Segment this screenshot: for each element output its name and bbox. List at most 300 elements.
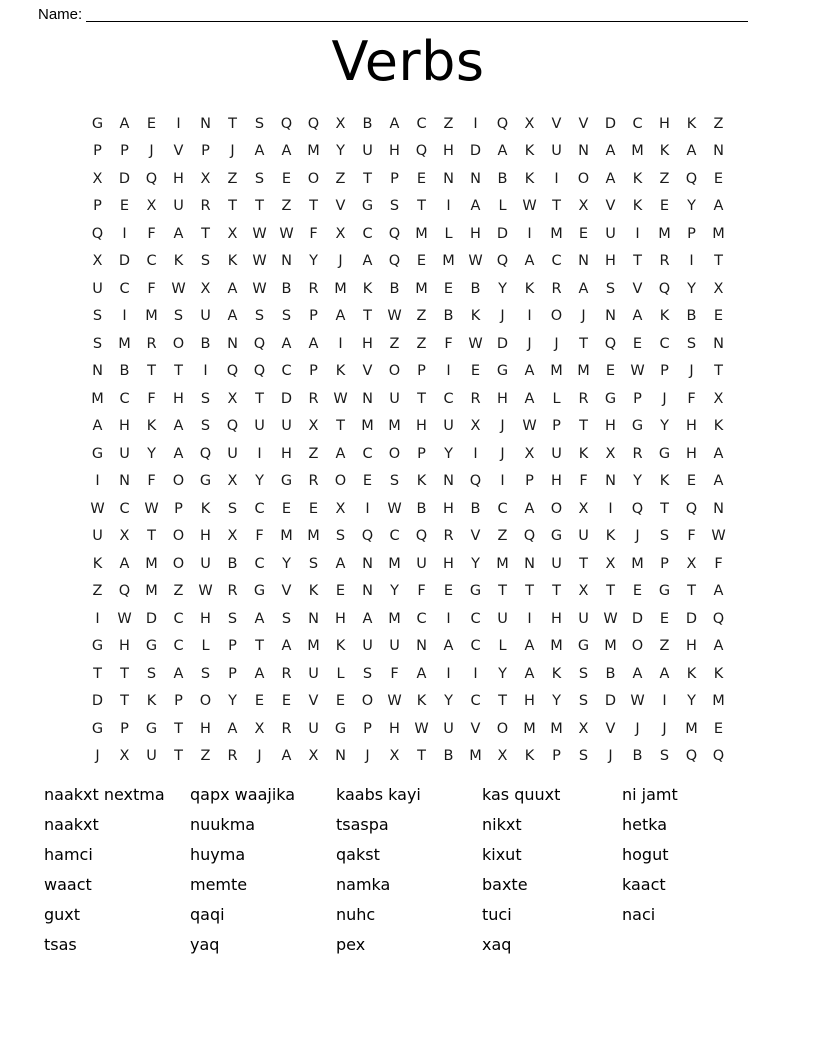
grid-cell[interactable]: C [362,225,373,242]
grid-cell[interactable]: U [92,528,103,545]
grid-cell[interactable]: V [470,720,481,737]
grid-cell[interactable]: P [552,418,561,435]
grid-cell[interactable]: W [711,528,726,545]
grid-cell[interactable]: U [578,528,589,545]
grid-cell[interactable]: O [334,473,347,490]
grid-cell[interactable]: I [473,115,478,132]
grid-cell[interactable]: Z [200,748,211,765]
word-list-item[interactable]: hamci [44,845,93,864]
grid-cell[interactable]: C [416,115,427,132]
grid-cell[interactable]: S [281,308,292,325]
grid-cell[interactable]: C [146,253,157,270]
grid-cell[interactable]: E [632,335,643,352]
grid-cell[interactable]: V [632,280,643,297]
grid-cell[interactable]: S [578,693,589,710]
grid-cell[interactable]: H [659,115,670,132]
grid-cell[interactable]: E [416,253,427,270]
grid-cell[interactable]: I [473,445,478,462]
grid-cell[interactable]: O [550,500,563,517]
grid-cell[interactable]: E [335,693,346,710]
grid-cell[interactable]: E [416,170,427,187]
grid-cell[interactable]: J [689,363,694,380]
grid-cell[interactable]: S [146,665,157,682]
grid-cell[interactable]: X [578,500,589,517]
grid-cell[interactable]: B [200,335,211,352]
grid-cell[interactable]: E [713,308,724,325]
grid-cell[interactable]: I [500,473,505,490]
grid-cell[interactable]: E [308,500,319,517]
grid-cell[interactable]: A [335,555,346,572]
grid-cell[interactable]: P [660,363,669,380]
grid-cell[interactable]: F [579,473,588,490]
grid-cell[interactable]: G [631,418,644,435]
grid-cell[interactable]: Z [659,170,670,187]
grid-cell[interactable]: X [335,115,346,132]
grid-cell[interactable]: Y [633,473,642,490]
grid-cell[interactable]: G [91,445,104,462]
grid-cell[interactable]: C [443,390,454,407]
grid-cell[interactable]: D [118,253,131,270]
grid-cell[interactable]: I [122,225,127,242]
grid-cell[interactable]: I [338,335,343,352]
grid-cell[interactable]: M [118,335,131,352]
grid-cell[interactable]: U [146,748,157,765]
grid-cell[interactable]: T [120,665,129,682]
grid-cell[interactable]: Q [658,280,671,297]
grid-cell[interactable]: J [635,528,640,545]
grid-cell[interactable]: J [500,445,505,462]
grid-cell[interactable]: W [522,198,537,215]
grid-cell[interactable]: W [252,253,267,270]
grid-cell[interactable]: H [497,390,508,407]
grid-cell[interactable]: H [389,143,400,160]
grid-cell[interactable]: P [174,500,183,517]
grid-cell[interactable]: R [578,390,589,407]
grid-cell[interactable]: I [527,308,532,325]
grid-cell[interactable]: Q [388,253,401,270]
grid-cell[interactable]: S [659,528,670,545]
grid-cell[interactable]: K [605,528,616,545]
grid-cell[interactable]: Q [415,528,428,545]
grid-cell[interactable]: S [389,473,400,490]
grid-cell[interactable]: N [524,555,535,572]
grid-cell[interactable]: R [227,748,238,765]
grid-cell[interactable]: I [95,473,100,490]
grid-cell[interactable]: W [171,280,186,297]
grid-cell[interactable]: W [252,225,267,242]
grid-cell[interactable]: Z [443,115,454,132]
grid-cell[interactable]: Y [687,693,696,710]
grid-cell[interactable]: N [578,143,589,160]
grid-cell[interactable]: H [686,445,697,462]
grid-cell[interactable]: T [552,198,561,215]
grid-cell[interactable]: P [687,225,696,242]
grid-cell[interactable]: H [335,610,346,627]
grid-cell[interactable]: M [91,390,104,407]
grid-cell[interactable]: A [632,308,643,325]
grid-cell[interactable]: I [446,198,451,215]
grid-cell[interactable]: E [713,720,724,737]
grid-cell[interactable]: Y [228,693,237,710]
grid-cell[interactable]: N [281,253,292,270]
grid-cell[interactable]: M [469,748,482,765]
grid-cell[interactable]: X [227,225,238,242]
grid-cell[interactable]: U [200,555,211,572]
grid-cell[interactable]: M [388,555,401,572]
grid-cell[interactable]: N [308,610,319,627]
grid-cell[interactable]: K [578,445,589,462]
grid-cell[interactable]: O [631,638,644,655]
grid-cell[interactable]: H [200,528,211,545]
grid-cell[interactable]: A [524,665,535,682]
grid-cell[interactable]: R [632,445,643,462]
grid-cell[interactable]: X [254,720,265,737]
grid-cell[interactable]: Y [282,555,291,572]
grid-cell[interactable]: A [227,308,238,325]
grid-cell[interactable]: A [713,445,724,462]
grid-cell[interactable]: M [307,528,320,545]
grid-cell[interactable]: O [496,720,509,737]
grid-cell[interactable]: T [93,665,102,682]
grid-cell[interactable]: F [417,583,426,600]
grid-cell[interactable]: M [442,253,455,270]
grid-cell[interactable]: W [522,418,537,435]
grid-cell[interactable]: T [633,253,642,270]
grid-cell[interactable]: F [147,473,156,490]
grid-cell[interactable]: K [713,665,724,682]
grid-cell[interactable]: U [362,638,373,655]
grid-cell[interactable]: F [714,555,723,572]
grid-cell[interactable]: X [200,170,211,187]
grid-cell[interactable]: T [174,720,183,737]
grid-cell[interactable]: U [281,418,292,435]
grid-cell[interactable]: D [145,610,158,627]
grid-cell[interactable]: K [713,418,724,435]
grid-cell[interactable]: H [524,693,535,710]
word-list-item[interactable]: naakxt [44,815,99,834]
grid-cell[interactable]: W [603,610,618,627]
grid-cell[interactable]: H [443,143,454,160]
grid-cell[interactable]: S [254,115,265,132]
grid-cell[interactable]: T [579,335,588,352]
grid-cell[interactable]: K [227,253,238,270]
grid-cell[interactable]: K [416,473,427,490]
grid-cell[interactable]: B [632,748,643,765]
grid-cell[interactable]: Q [604,335,617,352]
grid-cell[interactable]: H [551,473,562,490]
grid-cell[interactable]: J [662,720,667,737]
grid-cell[interactable]: H [605,253,616,270]
grid-cell[interactable]: T [336,418,345,435]
grid-cell[interactable]: D [496,335,509,352]
grid-cell[interactable]: M [712,225,725,242]
grid-cell[interactable]: R [470,390,481,407]
grid-cell[interactable]: N [713,143,724,160]
grid-cell[interactable]: Y [336,143,345,160]
grid-cell[interactable]: A [281,638,292,655]
grid-cell[interactable]: F [147,225,156,242]
grid-cell[interactable]: Q [685,170,698,187]
grid-cell[interactable]: A [173,665,184,682]
grid-cell[interactable]: Y [498,665,507,682]
grid-cell[interactable]: Q [307,115,320,132]
grid-cell[interactable]: M [658,225,671,242]
grid-cell[interactable]: N [92,363,103,380]
grid-cell[interactable]: W [387,693,402,710]
grid-cell[interactable]: M [307,638,320,655]
grid-cell[interactable]: R [308,390,319,407]
grid-cell[interactable]: K [146,418,157,435]
grid-cell[interactable]: P [363,720,372,737]
grid-cell[interactable]: R [281,720,292,737]
grid-cell[interactable]: B [497,170,508,187]
grid-cell[interactable]: M [604,638,617,655]
grid-cell[interactable]: R [227,583,238,600]
grid-cell[interactable]: T [714,253,723,270]
grid-cell[interactable]: X [713,280,724,297]
grid-cell[interactable]: A [497,143,508,160]
grid-cell[interactable]: T [714,363,723,380]
grid-cell[interactable]: G [658,445,671,462]
word-list-item[interactable]: pex [336,935,366,954]
grid-cell[interactable]: C [389,528,400,545]
grid-cell[interactable]: X [524,445,535,462]
grid-cell[interactable]: S [200,253,211,270]
grid-cell[interactable]: N [362,583,373,600]
grid-cell[interactable]: Q [253,335,266,352]
grid-cell[interactable]: X [119,748,130,765]
grid-cell[interactable]: V [362,363,373,380]
grid-cell[interactable]: U [578,610,589,627]
grid-cell[interactable]: L [552,390,561,407]
grid-cell[interactable]: Q [199,445,212,462]
grid-cell[interactable]: T [228,115,237,132]
grid-cell[interactable]: Q [685,748,698,765]
grid-cell[interactable]: S [200,418,211,435]
grid-cell[interactable]: A [605,170,616,187]
grid-cell[interactable]: K [686,665,697,682]
grid-cell[interactable]: D [685,610,698,627]
grid-cell[interactable]: U [389,638,400,655]
grid-cell[interactable]: X [146,198,157,215]
grid-cell[interactable]: M [550,720,563,737]
grid-cell[interactable]: A [254,610,265,627]
grid-cell[interactable]: M [712,693,725,710]
grid-cell[interactable]: L [201,638,210,655]
grid-cell[interactable]: L [498,198,507,215]
grid-cell[interactable]: U [200,308,211,325]
grid-cell[interactable]: B [686,308,697,325]
grid-cell[interactable]: R [308,280,319,297]
grid-cell[interactable]: G [145,720,158,737]
grid-cell[interactable]: I [446,665,451,682]
grid-cell[interactable]: M [550,638,563,655]
grid-cell[interactable]: T [255,638,264,655]
grid-cell[interactable]: Z [335,170,346,187]
grid-cell[interactable]: M [145,583,158,600]
grid-cell[interactable]: K [470,308,481,325]
grid-cell[interactable]: K [416,693,427,710]
grid-cell[interactable]: Q [280,115,293,132]
grid-cell[interactable]: B [281,280,292,297]
grid-cell[interactable]: X [686,555,697,572]
grid-cell[interactable]: A [335,308,346,325]
grid-cell[interactable]: C [551,253,562,270]
grid-cell[interactable]: S [92,308,103,325]
grid-cell[interactable]: A [362,610,373,627]
grid-cell[interactable]: A [524,363,535,380]
grid-cell[interactable]: I [527,225,532,242]
grid-cell[interactable]: G [658,583,671,600]
grid-cell[interactable]: A [632,665,643,682]
grid-cell[interactable]: W [414,720,429,737]
grid-cell[interactable]: A [389,115,400,132]
grid-cell[interactable]: A [713,198,724,215]
grid-cell[interactable]: V [605,198,616,215]
grid-cell[interactable]: X [389,748,400,765]
grid-cell[interactable]: U [443,418,454,435]
grid-cell[interactable]: P [228,665,237,682]
grid-cell[interactable]: K [632,170,643,187]
grid-cell[interactable]: T [498,693,507,710]
grid-cell[interactable]: A [713,638,724,655]
word-list-item[interactable]: baxte [482,875,528,894]
grid-cell[interactable]: W [630,693,645,710]
grid-cell[interactable]: T [525,583,534,600]
grid-cell[interactable]: A [281,335,292,352]
grid-cell[interactable]: E [281,170,292,187]
grid-cell[interactable]: Q [712,748,725,765]
grid-cell[interactable]: Q [415,143,428,160]
grid-cell[interactable]: B [443,308,454,325]
grid-cell[interactable]: O [172,335,185,352]
grid-cell[interactable]: C [416,610,427,627]
grid-cell[interactable]: Y [471,555,480,572]
grid-cell[interactable]: P [309,308,318,325]
grid-cell[interactable]: X [227,528,238,545]
grid-cell[interactable]: T [660,500,669,517]
grid-cell[interactable]: A [524,500,535,517]
grid-cell[interactable]: R [281,665,292,682]
grid-cell[interactable]: A [281,143,292,160]
grid-cell[interactable]: U [443,720,454,737]
grid-cell[interactable]: Z [173,583,184,600]
grid-cell[interactable]: A [524,253,535,270]
grid-cell[interactable]: E [659,610,670,627]
grid-cell[interactable]: X [227,473,238,490]
grid-cell[interactable]: H [119,638,130,655]
word-list-item[interactable]: kixut [482,845,522,864]
grid-cell[interactable]: K [146,693,157,710]
grid-cell[interactable]: T [363,170,372,187]
grid-cell[interactable]: Q [631,500,644,517]
grid-cell[interactable]: A [605,143,616,160]
grid-cell[interactable]: D [496,225,509,242]
grid-cell[interactable]: T [363,308,372,325]
grid-cell[interactable]: J [365,748,370,765]
grid-cell[interactable]: W [117,610,132,627]
grid-cell[interactable]: A [227,280,238,297]
grid-cell[interactable]: Y [390,583,399,600]
grid-cell[interactable]: C [119,280,130,297]
grid-cell[interactable]: Q [253,363,266,380]
grid-cell[interactable]: W [468,335,483,352]
grid-cell[interactable]: R [146,335,157,352]
grid-cell[interactable]: S [200,390,211,407]
grid-cell[interactable]: P [417,445,426,462]
grid-cell[interactable]: S [335,528,346,545]
grid-cell[interactable]: S [227,500,238,517]
grid-cell[interactable]: G [577,638,590,655]
grid-cell[interactable]: J [500,308,505,325]
grid-cell[interactable]: W [468,253,483,270]
grid-cell[interactable]: C [362,445,373,462]
grid-cell[interactable]: I [203,363,208,380]
grid-cell[interactable]: C [497,500,508,517]
grid-cell[interactable]: I [635,225,640,242]
grid-cell[interactable]: A [578,280,589,297]
grid-cell[interactable]: L [444,225,453,242]
grid-cell[interactable]: B [605,665,616,682]
grid-cell[interactable]: I [95,610,100,627]
grid-cell[interactable]: C [119,500,130,517]
grid-cell[interactable]: T [147,528,156,545]
grid-cell[interactable]: N [200,115,211,132]
grid-cell[interactable]: P [93,198,102,215]
grid-cell[interactable]: E [713,170,724,187]
word-list-item[interactable]: nuhc [336,905,376,924]
grid-cell[interactable]: T [255,390,264,407]
grid-cell[interactable]: U [551,555,562,572]
grid-cell[interactable]: M [388,418,401,435]
grid-cell[interactable]: K [335,638,346,655]
grid-cell[interactable]: R [551,280,562,297]
grid-cell[interactable]: P [120,143,129,160]
grid-cell[interactable]: B [119,363,130,380]
grid-cell[interactable]: Z [227,170,238,187]
grid-cell[interactable]: C [470,693,481,710]
grid-cell[interactable]: S [254,308,265,325]
grid-cell[interactable]: V [578,115,589,132]
grid-cell[interactable]: U [308,665,319,682]
grid-cell[interactable]: M [145,308,158,325]
grid-cell[interactable]: M [631,143,644,160]
grid-cell[interactable]: Z [497,528,508,545]
grid-cell[interactable]: G [334,720,347,737]
grid-cell[interactable]: Z [416,335,427,352]
grid-cell[interactable]: A [335,445,346,462]
grid-cell[interactable]: K [200,500,211,517]
grid-cell[interactable]: K [659,143,670,160]
grid-cell[interactable]: E [632,583,643,600]
grid-cell[interactable]: I [446,610,451,627]
grid-cell[interactable]: T [552,583,561,600]
grid-cell[interactable]: K [659,308,670,325]
grid-cell[interactable]: A [443,638,454,655]
grid-cell[interactable]: J [662,390,667,407]
grid-cell[interactable]: X [578,720,589,737]
grid-cell[interactable]: A [713,473,724,490]
word-list-item[interactable]: waact [44,875,92,894]
grid-cell[interactable]: T [417,390,426,407]
grid-cell[interactable]: J [527,335,532,352]
grid-cell[interactable]: I [473,665,478,682]
word-list-item[interactable]: yaq [190,935,220,954]
grid-cell[interactable]: F [687,528,696,545]
grid-cell[interactable]: W [387,500,402,517]
grid-cell[interactable]: Z [281,198,292,215]
grid-cell[interactable]: J [149,143,154,160]
